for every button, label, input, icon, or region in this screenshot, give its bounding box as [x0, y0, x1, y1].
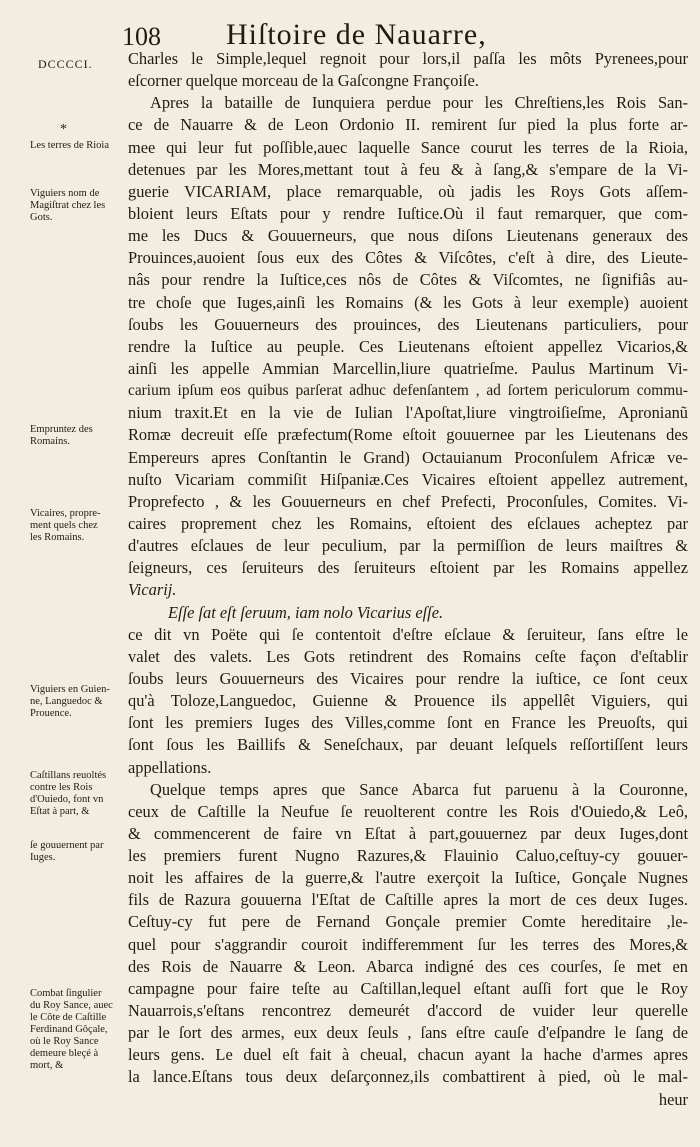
text-line: Apres la bataille de Iunquiera perdue pour les Chreſtiens,les Rois San- — [150, 93, 688, 113]
margin-note-guienne — [30, 684, 125, 720]
margin-note-line: ſe gouuernent par — [30, 840, 104, 851]
asterisk-mark: * — [60, 122, 67, 137]
margin-note-viguiers — [30, 188, 125, 224]
margin-note-line: mort, & — [30, 1060, 64, 1071]
text-line: ainſi les appelle Ammian Marcellin,liure quatrieſme. Paulus Martinum Vi- — [128, 358, 688, 378]
margin-note-line: Combat ſingulier — [30, 988, 102, 999]
margin-note-line: Eſtat à part, & — [30, 806, 90, 817]
text-line: nâs pour rendre la Iuſtice,ces nôs de Côtes & Viſcomtes, ne ſignifiâs au- — [128, 270, 688, 290]
text-line: Prouinces,auoient ſous eux des Côtes & Viſcôtes, c'eſt à dire, des Lieute- — [128, 248, 688, 268]
text-line: campagne pour faire teſte au Caſtillan,lequel eſtant auſſi fort que le Roy — [128, 978, 688, 998]
text-line: bloient leurs Eſtats pour y rendre Iuſtice.Où il faut remarquer, que com- — [128, 203, 688, 223]
margin-note-line: Prouence. — [30, 708, 72, 719]
text-line: mee qui leur fut poſſible,auec laquelle Sance courut les terres de la Rioia, — [128, 137, 688, 157]
text-line: ce dit vn Poëte qui ſe contentoit d'eſtre eſclaue & ſeruiteur, ſans eſtre le — [128, 624, 688, 644]
text-line: rendre la Iuſtice au peuple. Ces Lieutenans eſtoient appellez Vicarios,& — [128, 336, 688, 356]
text-line: Charles le Simple,lequel regnoit pour lors,il paſſa les môts Pyrenees,pour — [128, 49, 688, 68]
text-line: ce de Nauarre & de Leon Ordonio II. remirent ſur pied la plus forte ar- — [128, 115, 688, 135]
margin-note-line: Caſtillans reuoltés — [30, 770, 107, 781]
margin-note-line: les Romains. — [30, 532, 85, 543]
margin-note-line: Les terres de Rioia — [30, 140, 110, 151]
text-line: ſoubs leurs Gouuerneurs des Vicaires pour rendre la iuſtice, ce ſont ceux — [128, 668, 688, 688]
text-line: la lance.Eſtans tous deux deſarçonnez,ils combattirent à pied, où le mal- — [128, 1067, 688, 1087]
text-line: Quelque temps apres que Sance Abarca fut paruenu à la Couronne, — [150, 779, 688, 799]
text-line: guerie VICARIAM, place remarquable, où jadis les Roys Gots aſſem- — [128, 181, 688, 201]
margin-note-empruntez — [30, 424, 125, 448]
margin-note-line: Viguiers nom de — [30, 188, 100, 199]
text-line: ſont les premiers Iuges des Villes,comme ſont en France les Preuoſts, qui — [128, 713, 688, 733]
margin-note-line: où le Roy Sance — [30, 1036, 99, 1047]
text-line: d'autres eſclaues de leur peculium, par la permiſſion de leurs maiſtres & — [128, 536, 688, 556]
margin-note-line: demeure bleçé à — [30, 1048, 99, 1059]
text-line: fils de Razura gouuerna l'Eſtat de Caſtille apres la mort de ces deux Iuges. — [128, 890, 688, 910]
margin-note-line: le Côte de Caſtille — [30, 1012, 107, 1023]
text-line: me les Ducs & Gouuerneurs, que nous diſons Lieutenans generaux des — [128, 226, 688, 246]
text-line: Nauarrois,s'eſtans rencontrez demeurét d'accord de vuider leur querelle — [128, 1001, 688, 1021]
margin-note-line: Vicaires, propre- — [30, 508, 101, 519]
text-line: les premiers furent Nugno Razures,& Flauinio Caluo,ceſtuy-cy gouuer- — [128, 846, 688, 866]
text-line: par le ſort des armes, eux deux ſeuls , ſans eſtre cauſe d'eſpandre le ſang de — [128, 1023, 688, 1043]
margin-note-line: Gots. — [30, 212, 53, 223]
margin-note-line: Iuges. — [30, 852, 56, 863]
text-line: qu'à Toloze,Languedoc, Guienne & Prouence ils appellêt Viguiers, qui — [128, 691, 688, 711]
text-line: nium traxit.Et en la vie de Iulian l'Apoſtat,liure vingtroiſieſme, Apronianũ — [128, 403, 688, 423]
text-line: Empereurs apres Conſtantin le Grand) Octauianum Proconſulem Africæ ve- — [128, 447, 688, 467]
text-line: tre choſe que Iuges,ainſi les Romains (& les Gots à leur exemple) auoient — [128, 292, 688, 312]
text-line: ceux de Caſtille la Neufue ſe reuolterent contre les Rois d'Ouiedo,& Leô, — [128, 801, 688, 821]
margin-note-iuges — [30, 840, 125, 864]
text-line: eſcorner quelque morceau de la Gaſcongne Françoiſe. — [128, 71, 479, 91]
margin-note-combat — [30, 988, 125, 1072]
text-line: noit les affaires de la guerre,& l'autre exerçoit la Iuſtice, Gonçale Nugnes — [128, 868, 688, 888]
text-line: Proprefecto , & les Gouuerneurs en chef Prefecti, Proconſules, Comites. Vi- — [128, 491, 688, 511]
body-text — [128, 48, 688, 1111]
text-line: nuſto Vicariam commiſit Hiſpaniæ.Ces Vicaires eſtoient appellez autrement, — [128, 469, 688, 489]
margin-note-line: Ferdinand Gôçale, — [30, 1024, 108, 1035]
margin-note-line: Magiſtrat chez les — [30, 200, 106, 211]
margin-notes — [0, 0, 125, 1147]
margin-note-line: Empruntez des — [30, 424, 93, 435]
text-line: appellations. — [128, 757, 212, 777]
margin-note-rioia — [30, 140, 125, 152]
text-line: ſont ſous les Baillifs & Seneſchaux, par deuant leſquels reſſortiſſent leurs — [128, 735, 688, 755]
margin-note-vicaires — [30, 508, 125, 544]
text-line: caires proprement chez les Romains, eſtoient des eſclaues acheptez par — [128, 513, 688, 533]
text-line: leurs gens. Le duel eſt fait à cheual, chacun ayant la hache d'armes apres — [128, 1045, 688, 1065]
page-number: 108 — [122, 22, 161, 51]
margin-note-line: Viguiers en Guien- — [30, 684, 110, 695]
margin-note-line: ment quels chez — [30, 520, 98, 531]
running-title: Hiſtoire de Nauarre, — [226, 18, 487, 51]
text-line: ſoubs les Gouuerneurs des prouinces, des Lieutenans particuliers, pour — [128, 314, 688, 334]
text-line: ſeigneurs, ces ſeruiteurs des ſeruiteurs eſtoient par les Romains appellez — [128, 558, 688, 578]
text-line: Vicarij. — [128, 580, 177, 600]
margin-note-line: Romains. — [30, 436, 70, 447]
text-line: carium ipſum eos quibus parſerat adhuc defenſantem , ad ſortem periculorum commu- — [128, 382, 688, 400]
margin-note-line: du Roy Sance, auec — [30, 1000, 113, 1011]
margin-note-line: contre les Rois — [30, 782, 93, 793]
text-line: Romæ decreuit eſſe præfectum(Rome eſtoit gouuernee par les Lieutenans des — [128, 425, 688, 445]
margin-note-castillans — [30, 770, 125, 818]
margin-note-line: ne, Languedoc & — [30, 696, 103, 707]
text-line: & commencerent de faire vn Eſtat à part,gouuernez par deux Iuges,dont — [128, 823, 688, 843]
margin-year: DCCCCI. — [38, 57, 93, 71]
text-line: Ceſtuy-cy fut pere de Fernand Gonçale premier Comte hereditaire ,le- — [128, 912, 688, 932]
margin-note-line: d'Ouiedo, font vn — [30, 794, 104, 805]
catchword: heur — [658, 1089, 688, 1109]
text-line: valet des valets. Les Gots retindrent des Romains ceſte façon d'eſtablir — [128, 646, 688, 666]
verse-line: Eſſe ſat eſt ſeruum, iam nolo Vicarius eſſe. — [168, 602, 444, 622]
text-line: des Rois de Nauarre & Leon. Abarca indigné des ces courſes, ſe met en — [128, 956, 688, 976]
text-line: detenues par les Mores,mettant tout à feu & à ſang,& s'empare de la Vi- — [128, 159, 688, 179]
text-line: quel pour s'aggrandir couroit indifferemment ſur les terres des Mores,& — [128, 934, 688, 954]
